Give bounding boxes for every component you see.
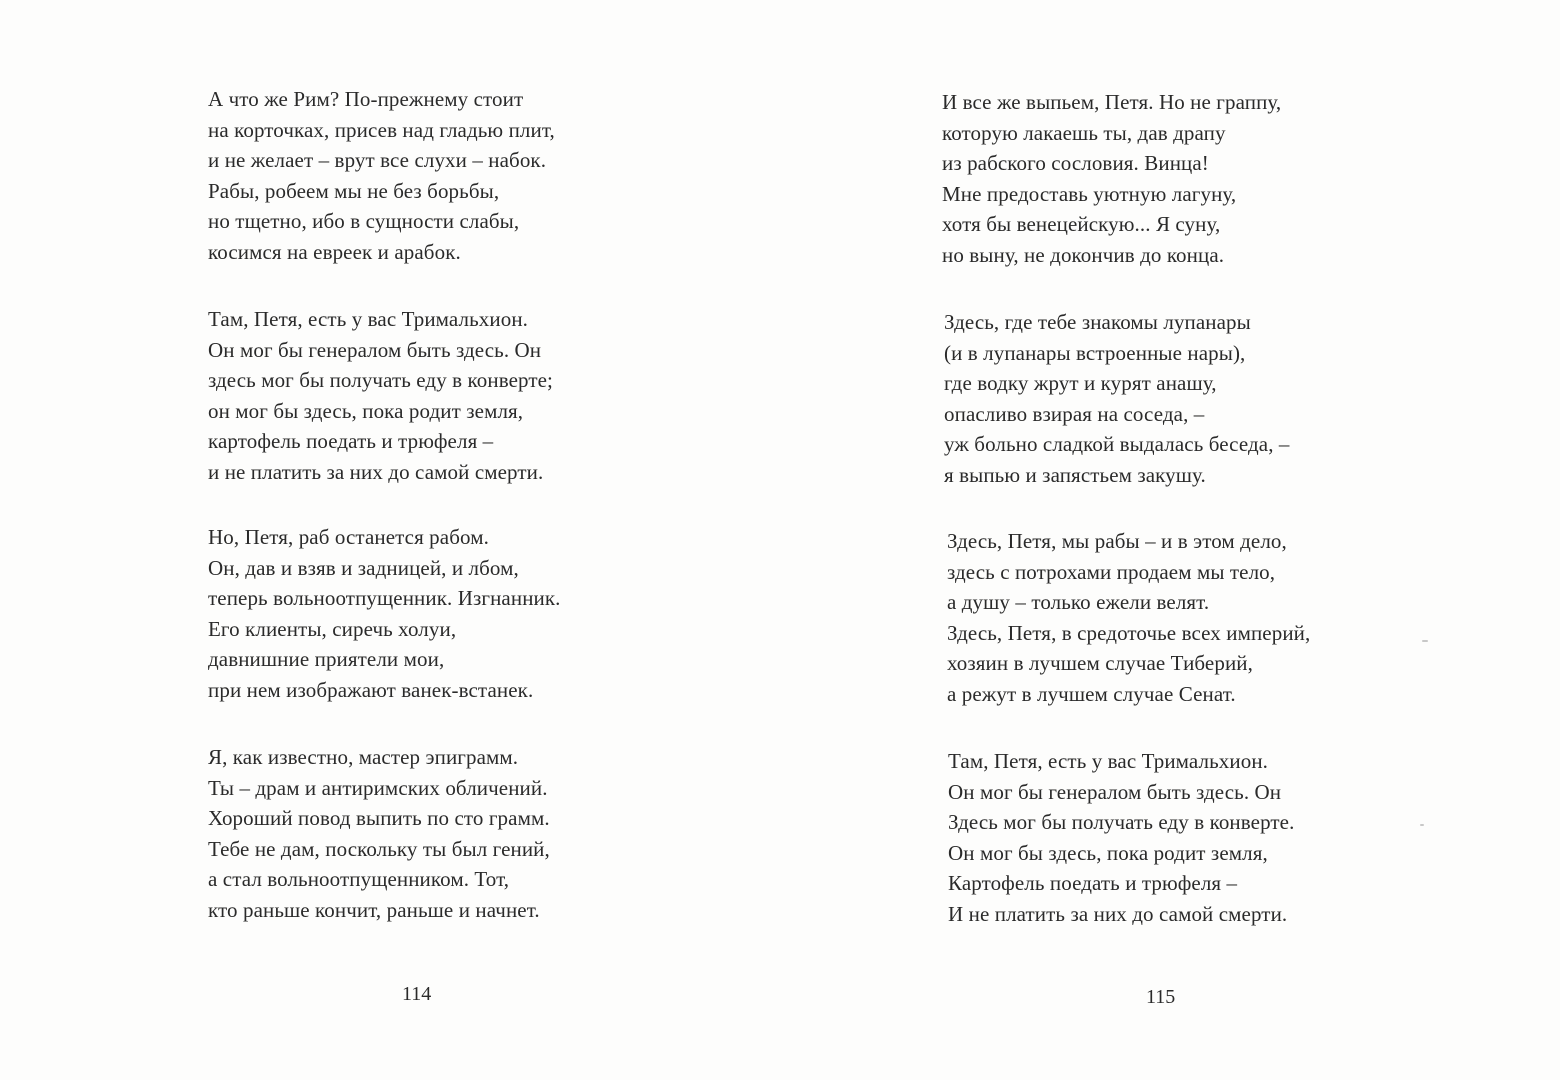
poem-line: А что же Рим? По-прежнему стоит (208, 87, 524, 111)
right-page (780, 0, 1560, 1080)
stanza (208, 742, 550, 925)
poem-line: (и в лупанары встроенные нары), (944, 340, 1246, 365)
poem-line: а душу – только ежели велят. (947, 590, 1210, 614)
poem-line: и не платить за них до самой смерти. (208, 459, 544, 484)
stanza (942, 87, 1281, 270)
stanza (944, 307, 1290, 490)
poem-line: я выпью и запястьем закушу. (944, 462, 1206, 487)
poem-line: теперь вольноотпущенник. Изгнанник. (208, 586, 561, 610)
poem-line: Хороший повод выпить по сто грамм. (208, 806, 550, 830)
poem-line: Он мог бы генералом быть здесь. Он (948, 779, 1282, 804)
poem-line: здесь с потрохами продаем мы тело, (947, 559, 1276, 584)
poem-line: И не платить за них до самой смерти. (948, 901, 1288, 926)
poem-line: опасливо взирая на соседа, – (944, 401, 1205, 426)
poem-line: Ты – драм и антиримских обличений. (208, 775, 548, 800)
paper-speck (1420, 824, 1424, 826)
poem-line: из рабского сословия. Винца! (942, 151, 1209, 175)
poem-line: Здесь, где тебе знакомы лупанары (944, 310, 1251, 334)
stanza (208, 304, 553, 487)
poem-line: косимся на евреек и арабок. (208, 239, 461, 264)
poem-line: хотя бы венецейскую... Я суну, (942, 212, 1221, 236)
poem-line: здесь мог бы получать еду в конверте; (208, 368, 553, 392)
paper-speck (1422, 640, 1428, 642)
poem-line: Я, как известно, мастер эпиграмм. (208, 745, 519, 769)
poem-line: при нем изображают ванек-встанек. (208, 677, 534, 702)
poem-line: Его клиенты, сиречь холуи, (208, 616, 457, 641)
stanza (947, 526, 1310, 709)
page-number: 114 (402, 983, 432, 1005)
poem-line: на корточках, присев над гладью плит, (208, 117, 555, 142)
page-number: 115 (1146, 986, 1176, 1008)
poem-line: Он мог бы здесь, пока родит земля, (948, 840, 1268, 865)
poem-line: которую лакаешь ты, дав драпу (942, 120, 1226, 145)
poem-line: И все же выпьем, Петя. Но не граппу, (942, 90, 1282, 114)
poem-line: а режут в лучшем случае Сенат. (947, 681, 1236, 706)
poem-line: а стал вольноотпущенником. Тот, (208, 867, 510, 891)
poem-line: Но, Петя, раб останется рабом. (208, 525, 489, 549)
poem-line: хозяин в лучшем случае Тиберий, (947, 651, 1253, 675)
poem-line: Картофель поедать и трюфеля – (948, 871, 1238, 895)
poem-line: Там, Петя, есть у вас Тримальхион. (208, 307, 529, 331)
stanza (208, 522, 561, 705)
poem-line: и не желает – врут все слухи – набок. (208, 148, 547, 172)
poem-line: но выну, не докончив до конца. (942, 242, 1225, 267)
poem-line: где водку жрут и курят анашу, (944, 371, 1217, 395)
poem-line: уж больно сладкой выдалась беседа, – (944, 432, 1290, 456)
poem-line: Он мог бы генералом быть здесь. Он (208, 337, 542, 362)
poem-line: кто раньше кончит, раньше и начнет. (208, 897, 540, 922)
poem-line: Здесь, Петя, в средоточье всех империй, (947, 620, 1311, 645)
poem-line: Рабы, робеем мы не без борьбы, (208, 178, 500, 203)
stanza (948, 746, 1294, 929)
poem-line: картофель поедать и трюфеля – (208, 429, 494, 453)
poem-line: Он, дав и взяв и задницей, и лбом, (208, 555, 519, 580)
poem-line: давнишние приятели мои, (208, 647, 445, 671)
poem-line: Мне предоставь уютную лагуну, (942, 181, 1237, 206)
poem-line: Здесь, Петя, мы рабы – и в этом дело, (947, 529, 1287, 553)
poem-line: он мог бы здесь, пока родит земля, (208, 398, 524, 423)
poem-line: Здесь мог бы получать еду в конверте. (948, 810, 1295, 834)
poem-line: Там, Петя, есть у вас Тримальхион. (948, 749, 1269, 773)
poem-line: но тщетно, ибо в сущности слабы, (208, 209, 520, 233)
poem-line: Тебе не дам, поскольку ты был гений, (208, 836, 550, 861)
stanza (208, 84, 555, 267)
